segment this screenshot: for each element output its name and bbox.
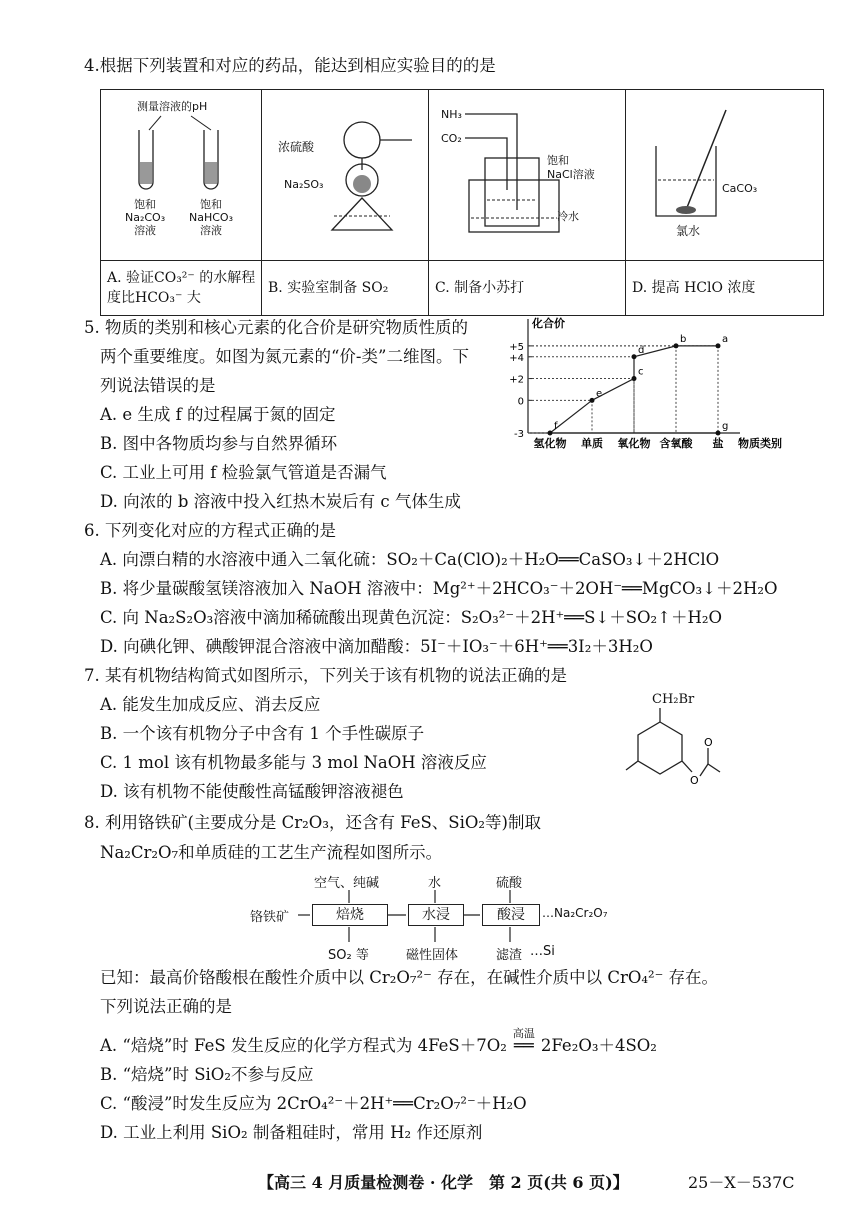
svg-text:O: O — [704, 736, 713, 749]
q5-line-1: 5. 物质的类别和核心元素的化合价是研究物质性质的 — [84, 318, 468, 337]
q4-option-a: A. 验证CO₃²⁻ 的水解程度比HCO₃⁻ 大 — [101, 261, 262, 316]
q8-option-c: C. “酸浸”时发生反应为 2CrO₄²⁻＋2H⁺══Cr₂O₇²⁻＋H₂O — [100, 1094, 527, 1113]
flow-arrows — [250, 872, 670, 964]
tube-right-label: 饱和 NaHCO₃ 溶液 — [189, 198, 233, 237]
cold-water-label: 冷水 — [557, 210, 579, 223]
data-point — [590, 398, 595, 403]
step-acid-leach: 酸浸 — [482, 904, 540, 926]
sat-nacl-label: 饱和 NaCl溶液 — [547, 154, 595, 181]
x-axis-label: 物质类别 — [738, 437, 782, 450]
q8-stem-1: 8. 利用铬铁矿(主要成分是 Cr₂O₃，还含有 FeS、SiO₂等)制取 — [84, 813, 541, 832]
data-point — [632, 376, 637, 381]
flask-apparatus-figure — [262, 90, 428, 260]
reaction-condition: 高温 ══ — [507, 1036, 541, 1056]
q5-option-a: A. e 生成 f 的过程属于氮的固定 — [100, 405, 336, 424]
q6-option-b: B. 将少量碳酸氢镁溶液加入 NaOH 溶液中：Mg²⁺＋2HCO₃⁻＋2OH⁻══MgCO₃↓＋2H₂O — [100, 579, 778, 598]
salt-label: Na₂SO₃ — [284, 178, 324, 191]
q7-option-b: B. 一个该有机物分子中含有 1 个手性碳原子 — [100, 724, 425, 743]
q8-option-b: B. “焙烧”时 SiO₂不参与反应 — [100, 1065, 314, 1084]
q7-option-d: D. 该有机物不能使酸性高锰酸钾溶液褪色 — [100, 782, 404, 801]
q7-stem: 7. 某有机物结构简式如图所示，下列关于该有机物的说法正确的是 — [84, 666, 567, 685]
point-label: d — [638, 344, 645, 356]
q5-line-2: 两个重要维度。如图为氮元素的“价-类”二维图。下 — [100, 347, 469, 366]
process-flow — [250, 872, 670, 964]
x-tick-label: 氢化物 — [533, 437, 567, 450]
q7-option-c: C. 1 mol 该有机物最多能与 3 mol NaOH 溶液反应 — [100, 753, 487, 772]
q7-option-a: A. 能发生加成反应、消去反应 — [100, 695, 321, 714]
q4-stem: 4.根据下列装置和对应的药品，能达到相应实验目的的是 — [84, 56, 496, 75]
x-tick-label: 氧化物 — [617, 437, 651, 450]
flow-product: …Na₂Cr₂O₇ — [542, 906, 608, 920]
q8-ask: 下列说法正确的是 — [100, 997, 232, 1016]
q6-option-d: D. 向碘化钾、碘酸钾混合溶液中滴加醋酸：5I⁻＋IO₃⁻＋6H⁺══3I₂＋3H₂O — [100, 637, 653, 656]
point-label: f — [554, 421, 558, 432]
point-label: c — [638, 366, 644, 378]
output-3: 滤渣 — [496, 948, 523, 963]
x-tick-label: 含氧酸 — [659, 437, 693, 450]
q8-option-d: D. 工业上利用 SiO₂ 制备粗硅时，常用 H₂ 作还原剂 — [100, 1123, 483, 1142]
step-roast: 焙烧 — [312, 904, 388, 926]
nh3-label: NH₃ — [441, 108, 462, 121]
q4-option-c: C. 制备小苏打 — [429, 261, 626, 316]
output-2: 磁性固体 — [406, 948, 459, 963]
point-label: e — [596, 388, 603, 400]
data-point — [548, 431, 553, 436]
reagent-1: 空气、纯碱 — [314, 876, 380, 891]
data-point — [716, 431, 721, 436]
q8-stem-2: Na₂Cr₂O₇和单质硅的工艺生产流程如图所示。 — [100, 843, 443, 862]
reagent-2: 水 — [428, 876, 442, 891]
caco3-label: CaCO₃ — [722, 182, 758, 195]
ph-title: 测量溶液的pH — [137, 100, 208, 113]
point-label: a — [722, 333, 729, 345]
q5-option-b: B. 图中各物质均参与自然界循环 — [100, 434, 338, 453]
data-point — [674, 343, 679, 348]
q4-cell-a — [101, 90, 262, 261]
data-point — [632, 354, 637, 359]
gas-absorption-figure — [429, 90, 625, 260]
q4-option-d: D. 提高 HClO 浓度 — [626, 261, 824, 316]
beaker-figure — [626, 90, 822, 260]
x-tick-label: 单质 — [581, 437, 603, 450]
condition-label: 高温 — [512, 1027, 535, 1040]
q6-stem: 6. 下列变化对应的方程式正确的是 — [84, 521, 336, 540]
ch2br-label: CH₂Br — [652, 692, 695, 707]
q4-cell-c — [429, 90, 626, 261]
footer-title: 【高三 4 月质量检测卷 · 化学 第 2 页(共 6 页)】 — [258, 1173, 629, 1192]
acid-label: 浓硫酸 — [278, 140, 315, 154]
q5-option-c: C. 工业上可用 f 检验氯气管道是否漏气 — [100, 463, 387, 482]
q4-cell-d — [626, 90, 824, 261]
y-tick-label: +2 — [509, 374, 524, 386]
valence-class-chart — [500, 315, 800, 455]
y-tick-label: 0 — [517, 396, 524, 408]
q8-known: 已知：最高价铬酸根在酸性介质中以 Cr₂O₇²⁻ 存在，在碱性介质中以 CrO₄²⁻ 存在。 — [100, 968, 719, 987]
q8-option-a — [100, 1027, 657, 1056]
reagent-3: 硫酸 — [496, 876, 523, 891]
q6-option-c: C. 向 Na₂S₂O₃溶液中滴加稀硫酸出现黄色沉淀：S₂O₃²⁻＋2H⁺══S↓＋SO₂↑＋H₂O — [100, 608, 722, 627]
footer-code: 25－X－537C — [688, 1173, 795, 1192]
output-1: SO₂ 等 — [328, 948, 369, 963]
y-tick-label: -3 — [514, 429, 524, 440]
q5-option-d: D. 向浓的 b 溶液中投入红热木炭后有 c 气体生成 — [100, 492, 461, 511]
co2-label: CO₂ — [441, 132, 462, 145]
structure-formula-figure — [620, 708, 730, 808]
y-axis-label: 化合价 — [532, 317, 565, 330]
tube-left-label: 饱和 Na₂CO₃ 溶液 — [125, 198, 166, 237]
q4-cell-b — [262, 90, 429, 261]
x-tick-label: 盐 — [712, 437, 724, 450]
output-si: …Si — [530, 944, 555, 959]
chlorine-water-label: 氯水 — [676, 224, 701, 238]
data-point — [716, 343, 721, 348]
q5-line-3: 列说法错误的是 — [100, 376, 216, 395]
q6-option-a: A. 向漂白精的水溶液中通入二氧化硫：SO₂＋Ca(ClO)₂＋H₂O══CaSO₃↓＋2HClO — [100, 550, 720, 569]
q8-option-a-pre: A. “焙烧”时 FeS 发生反应的化学方程式为 4FeS＋7O₂ — [100, 1036, 507, 1055]
q4-table — [100, 89, 824, 316]
y-tick-label: +4 — [509, 352, 524, 364]
svg-text:O: O — [690, 774, 699, 787]
flow-input: 铬铁矿 — [250, 910, 290, 925]
q4-option-b: B. 实验室制备 SO₂ — [262, 261, 429, 316]
step-water-leach: 水浸 — [408, 904, 464, 926]
point-label: g — [722, 421, 729, 432]
q8-option-a-post: 2Fe₂O₃＋4SO₂ — [540, 1036, 657, 1055]
y-tick-label: +5 — [509, 341, 524, 353]
point-label: b — [680, 333, 687, 345]
